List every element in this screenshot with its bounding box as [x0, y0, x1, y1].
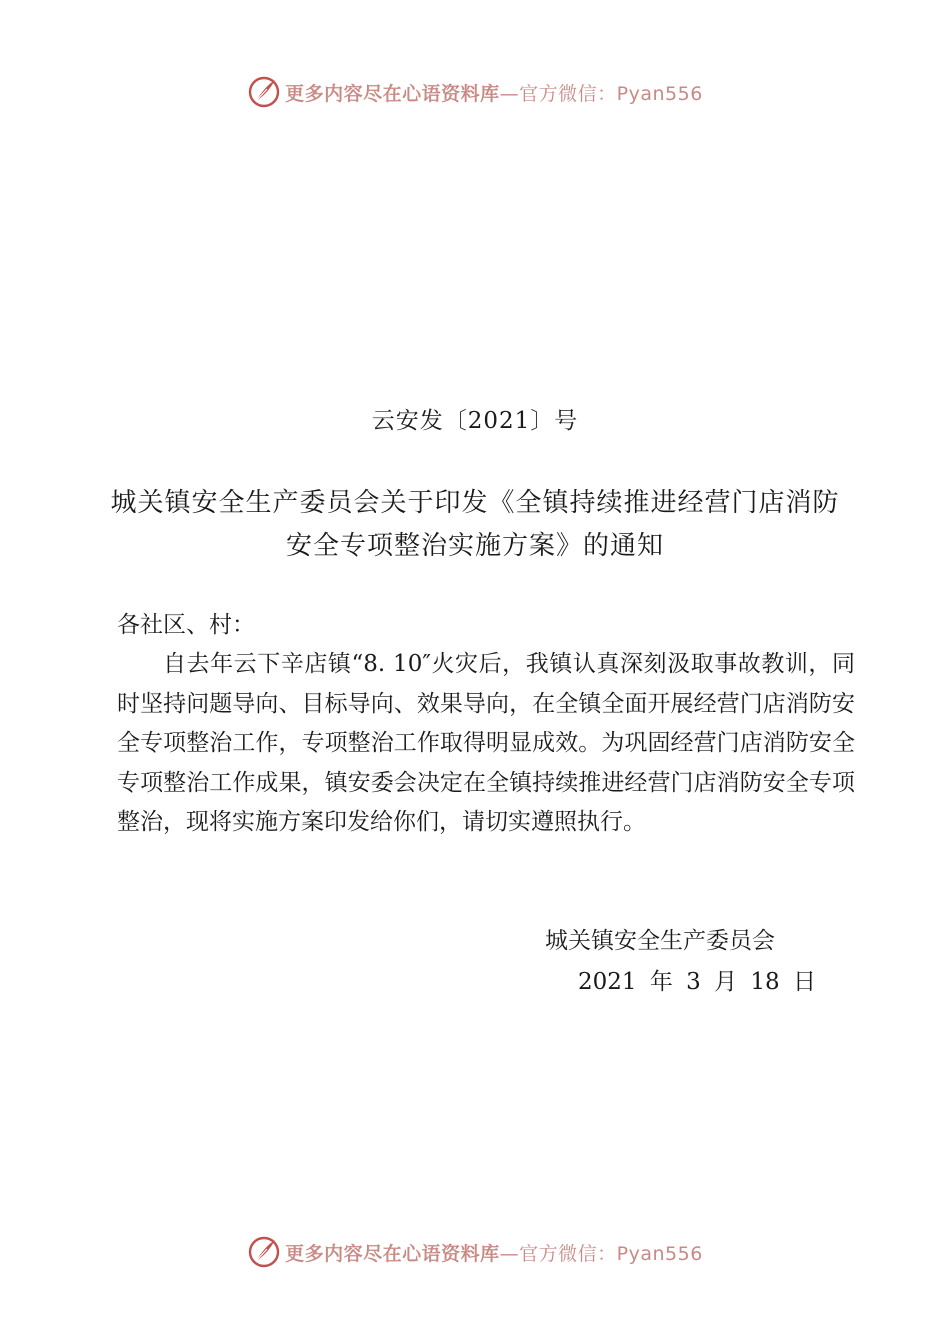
watermark-footer — [0, 1232, 950, 1272]
feather-pen-logo-icon — [247, 1235, 281, 1269]
document-number: 云安发〔2021〕号 — [371, 408, 579, 434]
document-title: 城关镇安全生产委员会关于印发《全镇持续推进经营门店消防安全专项整治实施方案》的通知 — [110, 488, 840, 561]
feather-pen-logo-icon — [247, 75, 281, 109]
signature-date: 2021 年 3 月 18 日 — [578, 969, 816, 995]
salutation: 各社区、村： — [117, 612, 255, 638]
watermark-text: 更多内容尽在心语资料库 — [285, 82, 500, 105]
body-paragraph: 自去年云下辛店镇“8. 10″火灾后，我镇认真深刻汲取事故教训，同时坚持问题导向、目标导向、效果导向，在全镇全面开展经营门店消防安全专项整治工作，专项整治工作取得明显成效。为巩固经营门店消防安全专项整治工作成果，镇安委会决定在全镇持续推进经营门店消防安全专项整治，现将实施方案印发给你们，请切实遵照执行。 — [117, 651, 855, 835]
watermark-wechat: —官方微信：Pyan556 — [499, 1242, 703, 1265]
watermark-wechat: —官方微信：Pyan556 — [499, 82, 703, 105]
signature-organization: 城关镇安全生产委员会 — [545, 928, 775, 954]
watermark-text: 更多内容尽在心语资料库 — [285, 1242, 500, 1265]
watermark-header — [0, 72, 950, 112]
